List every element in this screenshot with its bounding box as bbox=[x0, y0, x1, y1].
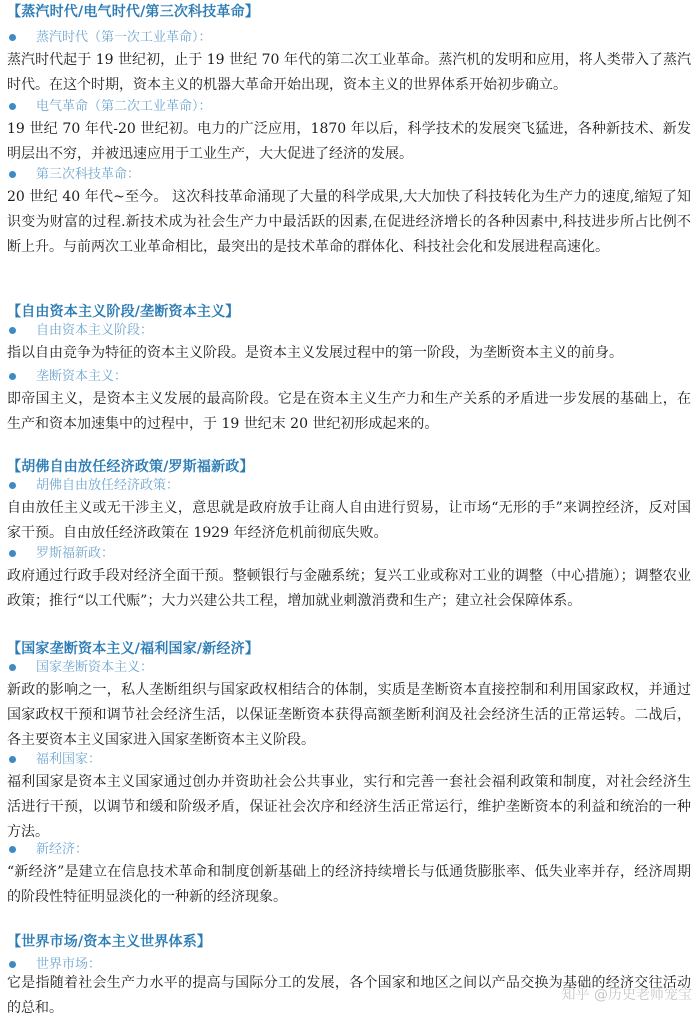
section-state-monopoly bbox=[7, 640, 693, 905]
bullet-icon bbox=[9, 664, 16, 671]
bullet-icon bbox=[9, 550, 16, 557]
bullet-icon bbox=[9, 171, 16, 178]
section-heading: 【世界市场/资本主义世界体系】 bbox=[7, 934, 212, 950]
bullet-icon bbox=[9, 373, 16, 380]
bullet-icon bbox=[9, 482, 16, 489]
paragraph-new-deal: 政府通过行政手段对经济全面干预。整顿银行与金融系统；复兴工业或称对工业的调整（中心措施）；调整农业政策；推行“以工代赈”；大力兴建公共工程，增加就业刺激消费和生产；建立社会保障体系。 bbox=[7, 568, 691, 609]
bullet-icon bbox=[9, 34, 16, 41]
paragraph-electric-age: 19 世纪 70 年代-20 世纪初。电力的广泛应用，1870 年以后，科学技术的发展突飞猛进，各种新技术、新发明层出不穷，并被迅速应用于工业生产，大大促进了经济的发展。 bbox=[7, 121, 691, 162]
section-heading: 【胡佛自由放任经济政策/罗斯福新政】 bbox=[7, 459, 254, 475]
section-capitalism-stages bbox=[7, 303, 693, 432]
paragraph-hoover-policy: 自由放任主义或无干涉主义，意思就是政府放手让商人自由进行贸易，让市场“无形的手”来调控经济，反对国家干预。自由放任经济政策在 1929 年经济危机前彻底失败。 bbox=[7, 500, 691, 541]
section-hoover-roosevelt bbox=[7, 458, 693, 609]
paragraph-new-economy: “新经济”是建立在信息技术革命和制度创新基础上的经济持续增长与低通货膨胀率、低失业率并存，经济周期的阶段性特征明显淡化的一种新的经济现象。 bbox=[7, 864, 691, 905]
sub-label-third-revolution: 第三次科技革命： bbox=[7, 167, 140, 183]
bullet-icon bbox=[9, 327, 16, 334]
paragraph-state-monopoly: 新政的影响之一，私人垄断组织与国家政权相结合的体制，实质是垄断资本直接控制和利用国家政权，并通过国家政权干预和调节社会经济生活，以保证垄断资本获得高额垄断利润及社会经济生活的正常运转。二战后，各主要资本主义国家进入国家垄断资本主义阶段。 bbox=[7, 682, 691, 748]
bullet-icon bbox=[9, 756, 16, 763]
section-heading: 【自由资本主义阶段/垄断资本主义】 bbox=[7, 304, 240, 320]
paragraph-welfare-state: 福利国家是资本主义国家通过创办并资助社会公共事业，实行和完善一套社会福利政策和制度，对社会经济生活进行干预，以调节和缓和阶级矛盾，保证社会次序和经济生活正常运行，维护垄断资本的利益和统治的一种方法。 bbox=[7, 774, 691, 840]
sub-label-electric-age: 电气革命（第二次工业革命）： bbox=[7, 99, 212, 115]
section-heading: 【蒸汽时代/电气时代/第三次科技革命】 bbox=[7, 4, 260, 20]
paragraph-third-revolution: 20 世纪 40 年代~至今。 这次科技革命涌现了大量的科学成果,大大加快了科技转化为生产力的速度,缩短了知识变为财富的过程.新技术成为社会生产力中最活跃的因素,在促进经济增长的各种因素中,科技进步所占比例不断上升。与前两次工业革命相比，最突出的是技术革命的群体化、科技社会化和发展进程高速化。 bbox=[7, 189, 691, 255]
sub-label-welfare-state: 福利国家： bbox=[7, 752, 101, 768]
sub-label-new-deal: 罗斯福新政： bbox=[7, 546, 114, 562]
paragraph-free-capitalism: 指以自由竞争为特征的资本主义阶段。是资本主义发展过程中的第一阶段，为垄断资本主义的前身。 bbox=[7, 345, 623, 361]
paragraph-world-market: 它是指随着社会生产力水平的提高与国际分工的发展，各个国家和地区之间以产品交换为基础的经济交往活动的总和。 bbox=[7, 975, 691, 1016]
sub-label-monopoly-capitalism: 垄断资本主义： bbox=[7, 369, 127, 385]
paragraph-steam-age: 蒸汽时代起于 19 世纪初，止于 19 世纪 70 年代的第二次工业革命。蒸汽机的发明和应用，将人类带入了蒸汽时代。在这个时期，资本主义的机器大革命开始出现，资本主义的世界体系开始初步确立。 bbox=[7, 52, 691, 93]
section-heading: 【国家垄断资本主义/福利国家/新经济】 bbox=[7, 641, 260, 657]
bullet-icon bbox=[9, 846, 16, 853]
bullet-icon bbox=[9, 103, 16, 110]
section-industrial-revolutions bbox=[7, 3, 693, 255]
sub-label-state-monopoly: 国家垄断资本主义： bbox=[7, 660, 153, 676]
sub-label-free-capitalism: 自由资本主义阶段： bbox=[7, 323, 153, 339]
sub-label-world-market: 世界市场： bbox=[7, 957, 101, 973]
sub-label-new-economy: 新经济： bbox=[7, 842, 88, 858]
bullet-icon bbox=[9, 961, 16, 968]
sub-label-steam-age: 蒸汽时代（第一次工业革命）： bbox=[7, 30, 212, 46]
paragraph-monopoly-capitalism: 即帝国主义，是资本主义发展的最高阶段。它是在资本主义生产力和生产关系的矛盾进一步发展的基础上，在生产和资本加速集中的过程中，于 19 世纪末 20 世纪初形成起来的。 bbox=[7, 391, 691, 432]
sub-label-hoover-policy: 胡佛自由放任经济政策： bbox=[7, 478, 179, 494]
footer-watermark: 知乎 @历史老师宠宝 bbox=[561, 987, 692, 1003]
